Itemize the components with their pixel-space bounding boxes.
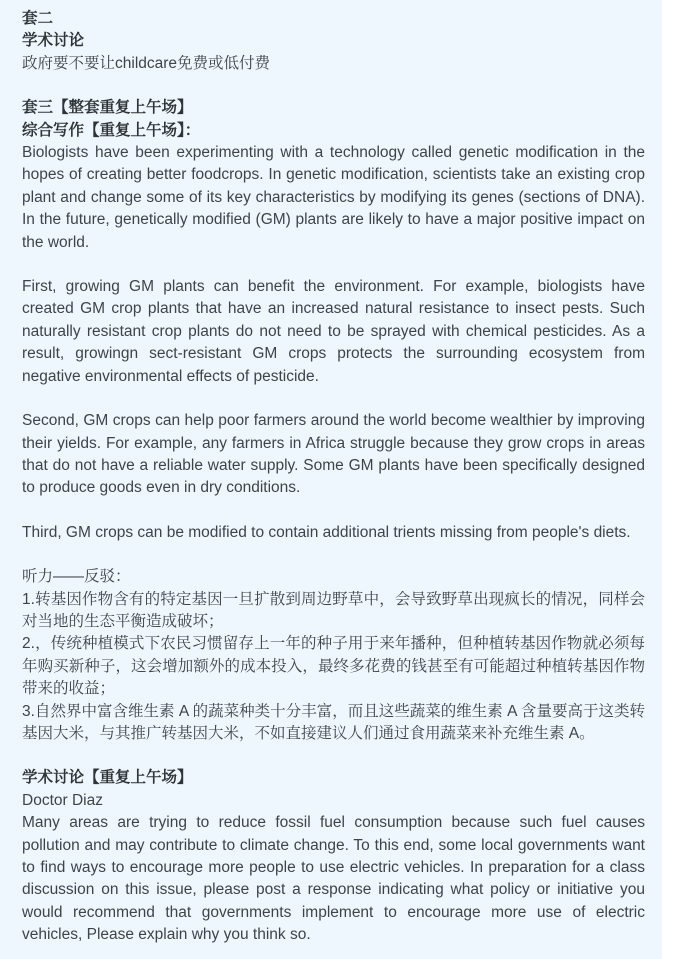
academic-discussion-prompt: Many areas are trying to reduce fossil fuel consumption because such fuel causes pollution and may contribute to climate change. To this end, some local governments want to find ways to encourage more people to use electric vehicles. In preparation for a class discussion on this issue, please post a response indicating what policy or initiative you would recommend that governments implement to encourage more use of electric vehicles, Please explain why you think so. <box>22 814 645 944</box>
academic-discussion-speaker: Doctor Diaz <box>22 791 103 809</box>
set2-academic-discussion-topic: 政府要不要让childcare免费或低付费 <box>22 54 271 72</box>
listening-rebuttal-point-3: 3.自然界中富含维生素 A 的蔬菜种类十分丰富，而且这些蔬菜的维生素 A 含量要高于这类转基因大米，与其推广转基因大米，不如直接建议人们通过食用蔬菜来补充维生素 A。 <box>22 702 645 742</box>
set3-title: 套三【整套重复上午场】 <box>22 99 193 117</box>
integrated-writing-paragraph-1: Biologists have been experimenting with a technology called genetic modification in the hopes of creating better foodcrops. In genetic modification, scientists take an existing crop plant and change some of its key characteristics by modifying its genes (sections of DNA). In the future, genetically modified (GM) plants are likely to have a major positive impact on the world. <box>22 144 645 251</box>
academic-discussion-heading: 学术讨论【重复上午场】 <box>22 769 193 787</box>
integrated-writing-paragraph-4: Third, GM crops can be modified to contain additional trients missing from people's diets. <box>22 523 631 541</box>
listening-rebuttal-heading: 听力——反驳： <box>22 568 131 586</box>
listening-rebuttal-point-2: 2.，传统种植模式下农民习惯留存上一年的种子用于来年播种，但种植转基因作物就必须每年购买新种子，这会增加额外的成本投入，最终多花费的钱甚至有可能超过种植转基因作物带来的收益； <box>22 635 645 698</box>
integrated-writing-heading: 综合写作【重复上午场】： <box>22 121 201 139</box>
listening-rebuttal-point-1: 1.转基因作物含有的特定基因一旦扩散到周边野草中，会导致野草出现疯长的情况，同样会对当地的生态平衡造成破坏； <box>22 590 645 630</box>
set2-academic-discussion-heading: 学术讨论 <box>22 32 85 50</box>
set2-title: 套二 <box>22 10 54 27</box>
integrated-writing-paragraph-2: First, growing GM plants can benefit the environment. For example, biologists have created GM crop plants that have an increased natural resistance to insect pests. Such naturally resistant crop plants do not need to be sprayed with chemical pesticides. As a result, growingn sect-resistant GM crops protects the surrounding ecosystem from negative environmental effects of pesticide. <box>22 278 645 385</box>
integrated-writing-paragraph-3: Second, GM crops can help poor farmers around the world become wealthier by improving their yields. For example, any farmers in Africa struggle because they grow crops in areas that do not have a reliable water supply. Some GM plants have been specifically designed to produce goods even in dry conditions. <box>22 412 645 497</box>
